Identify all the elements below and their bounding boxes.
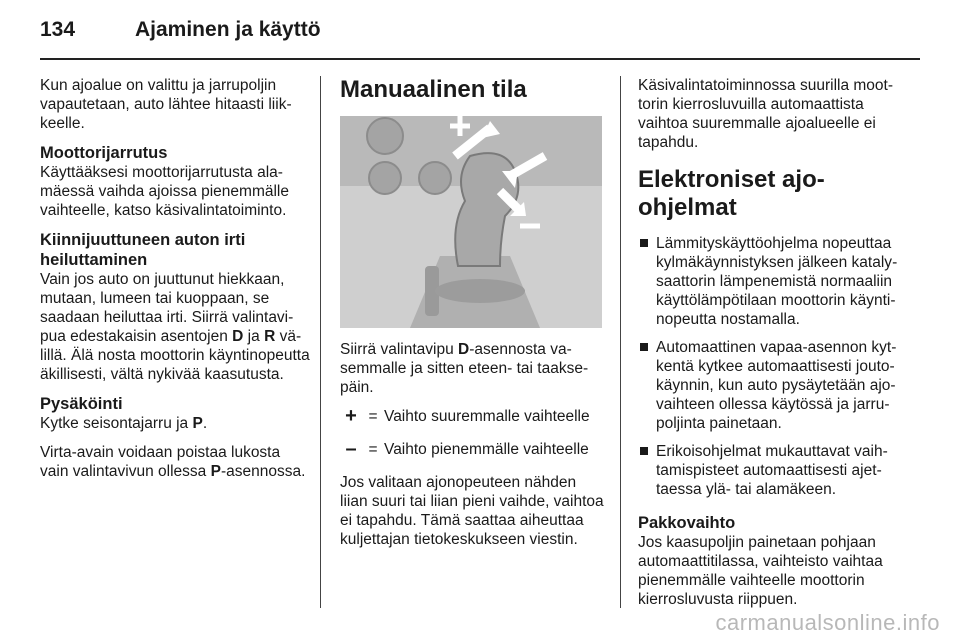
gear-selector-illustration [340,116,602,328]
manual-mode-text: Siirrä valintavipu D-asennosta vasemmalle ja sitten eteen- tai taaksepäin. [340,341,589,396]
heading-rocking: Kiinnijuuttuneen auton irti heiluttaminen [40,231,246,269]
list-item: Erikoisohjelmat mukauttavat vaihtamispisteet automaattisesti ajettaessa ylä- tai alamäkeen. [638,442,906,499]
section-title: Ajaminen ja käyttö [135,18,321,41]
header-rule [40,58,920,60]
minus-symbol: – [345,438,357,460]
electronic-program-list [638,234,906,499]
heading-parking: Pysäköinti [40,395,123,413]
bullet-icon [640,447,648,455]
plus-symbol: + [345,405,357,427]
column-divider [620,76,621,608]
heading-engine-brake: Moottorijarrutus [40,144,168,162]
bullet-icon [640,239,648,247]
parking-text-1: Kytke seisontajarru ja P. [40,415,208,432]
column-2 [340,76,605,559]
gear-warning-text: Jos valitaan ajonopeuteen nähden liian suuri tai liian pieni vaihde, vaihtoa ei tapahdu. Tämä saattaa aiheuttaa kuljettajan tietokeskukseen viestin. [340,474,604,548]
heading-electronic-programs: Elektroniset ajo-ohjelmat [638,166,825,221]
page-header [40,18,920,58]
column-divider [320,76,321,608]
kickdown-text: Jos kaasupoljin painetaan pohjaan automaattitilassa, vaihteisto vaihtaa pienemmälle vaihteelle moottorin kierrosluvusta riippuen. [638,534,883,608]
engine-brake-text: Käyttääksesi moottorijarrutusta alamäessä vaihda ajoissa pienemmälle vaihteelle, katso käsivalintatoiminto. [40,164,289,219]
bullet-icon [640,343,648,351]
column-3 [638,76,906,619]
list-item: Automaattinen vapaa-asennon kytkentä kytkee automaattisesti joutokäynnin, kun auto pysäytetään ajovaihteen ollessa käytössä ja jarrupoljinta painetaan. [638,338,906,433]
column-1 [40,76,310,491]
manual-intro-text: Käsivalintatoiminnossa suurilla moottorin kierrosluvuilla automaattista vaihtoa suuremmalle ajoalueelle ei tapahdu. [638,77,894,151]
heading-manual-mode: Manuaalinen tila [340,76,527,103]
intro-paragraph: Kun ajoalue on valittu ja jarrupoljin vapautetaan, auto lähtee hitaasti liikkeelle. [40,77,292,132]
parking-text-2: Virta-avain voidaan poistaa lukosta vain valintavivun ollessa P-asennossa. [40,444,306,480]
list-item: Lämmityskäyttöohjelma nopeuttaa kylmäkäynnistyksen jälkeen katalysaattorin lämpenemistä normaaliin käyttölämpötilaan moottorin käyntinopeutta nostamalla. [638,234,906,329]
watermark: carmanualsonline.info [715,610,940,635]
legend-upshift: + = Vaihto suuremmalle vaihteelle [340,407,605,426]
heading-kickdown: Pakkovaihto [638,514,736,532]
legend-downshift: – = Vaihto pienemmälle vaihteelle [340,440,605,459]
page-number: 134 [40,18,76,41]
rocking-text: Vain jos auto on juuttunut hiekkaan, mutaan, lumeen tai kuoppaan, se saadaan heiluttaa irti. Siirrä valintavipua edestakaisin asentojen D ja R välillä. Älä nosta moottorin käyntinopeutta äkillisesti, vältä nykivää kaasutusta. [40,271,310,383]
